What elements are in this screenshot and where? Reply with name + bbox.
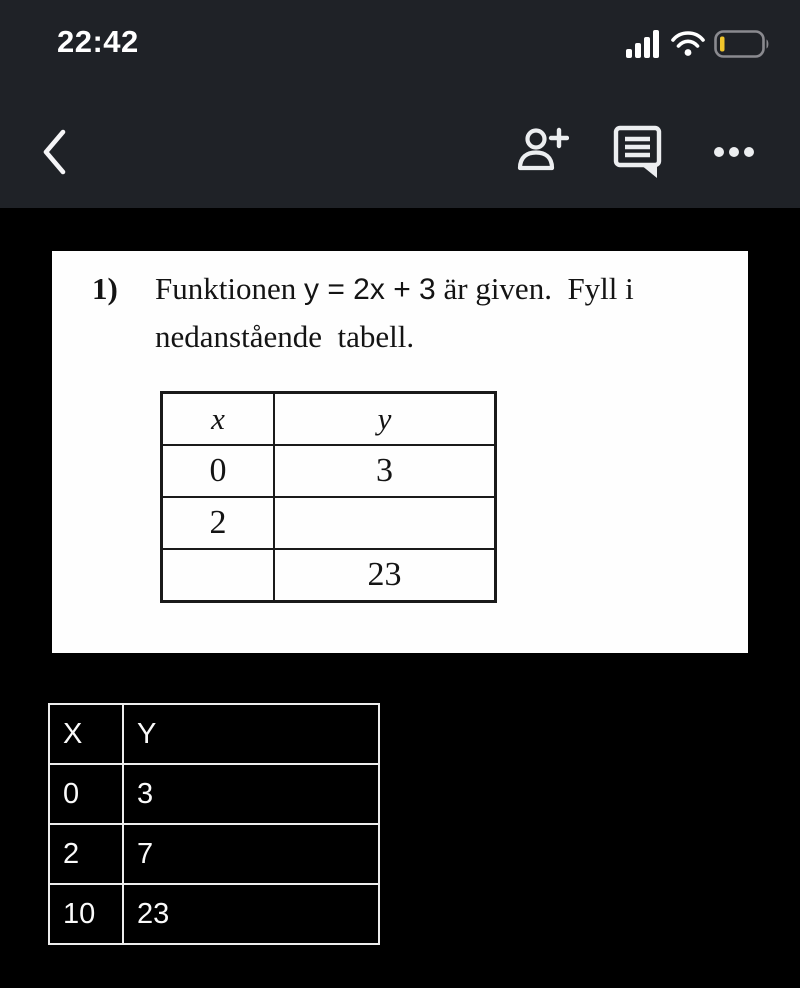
answer-cell: 3 (123, 764, 379, 824)
status-time: 22:42 (57, 24, 139, 59)
worksheet-cell: 0 (162, 445, 275, 497)
answer-cell: 10 (49, 884, 123, 944)
document-viewer[interactable] (0, 208, 800, 988)
more-options-button[interactable] (686, 112, 782, 192)
table-row (49, 824, 379, 884)
worksheet-page (52, 251, 748, 653)
table-row (49, 764, 379, 824)
worksheet-header-y: y (274, 393, 496, 446)
problem-line2: nedanstående tabell. (155, 319, 415, 354)
answer-header-x: X (49, 704, 123, 764)
answer-header-y: Y (123, 704, 379, 764)
problem-number: 1) (92, 271, 118, 306)
answer-cell: 2 (49, 824, 123, 884)
worksheet-cell: 23 (274, 549, 496, 602)
table-row (49, 884, 379, 944)
worksheet-cell: 2 (162, 497, 275, 549)
problem-statement (92, 265, 634, 360)
back-button[interactable] (30, 120, 78, 184)
worksheet-header-x: x (162, 393, 275, 446)
answer-cell: 7 (123, 824, 379, 884)
battery-icon (714, 30, 770, 58)
comment-icon (613, 125, 663, 179)
chevron-left-icon (40, 128, 68, 176)
worksheet-cell (274, 497, 496, 549)
add-person-icon (515, 126, 569, 178)
answer-table (48, 703, 380, 945)
problem-line1-prefix: Funktionen (155, 271, 304, 306)
wifi-icon (671, 31, 705, 57)
worksheet-table (160, 391, 497, 603)
problem-equation: y = 2x + 3 (303, 273, 436, 306)
table-row (162, 393, 496, 446)
table-row (162, 497, 496, 549)
problem-text (155, 265, 634, 360)
nav-actions (494, 112, 782, 192)
table-row (162, 549, 496, 602)
table-row (162, 445, 496, 497)
ellipsis-icon (712, 145, 756, 159)
nav-bar (0, 112, 800, 192)
status-icons (626, 30, 770, 58)
answer-cell: 0 (49, 764, 123, 824)
worksheet-cell: 3 (274, 445, 496, 497)
add-person-button[interactable] (494, 112, 590, 192)
table-row (49, 704, 379, 764)
problem-line1-suffix: är given. Fyll i (435, 271, 634, 306)
answer-cell: 23 (123, 884, 379, 944)
cellular-signal-icon (626, 30, 662, 58)
comments-button[interactable] (590, 112, 686, 192)
worksheet-cell (162, 549, 275, 602)
top-chrome (0, 0, 800, 208)
